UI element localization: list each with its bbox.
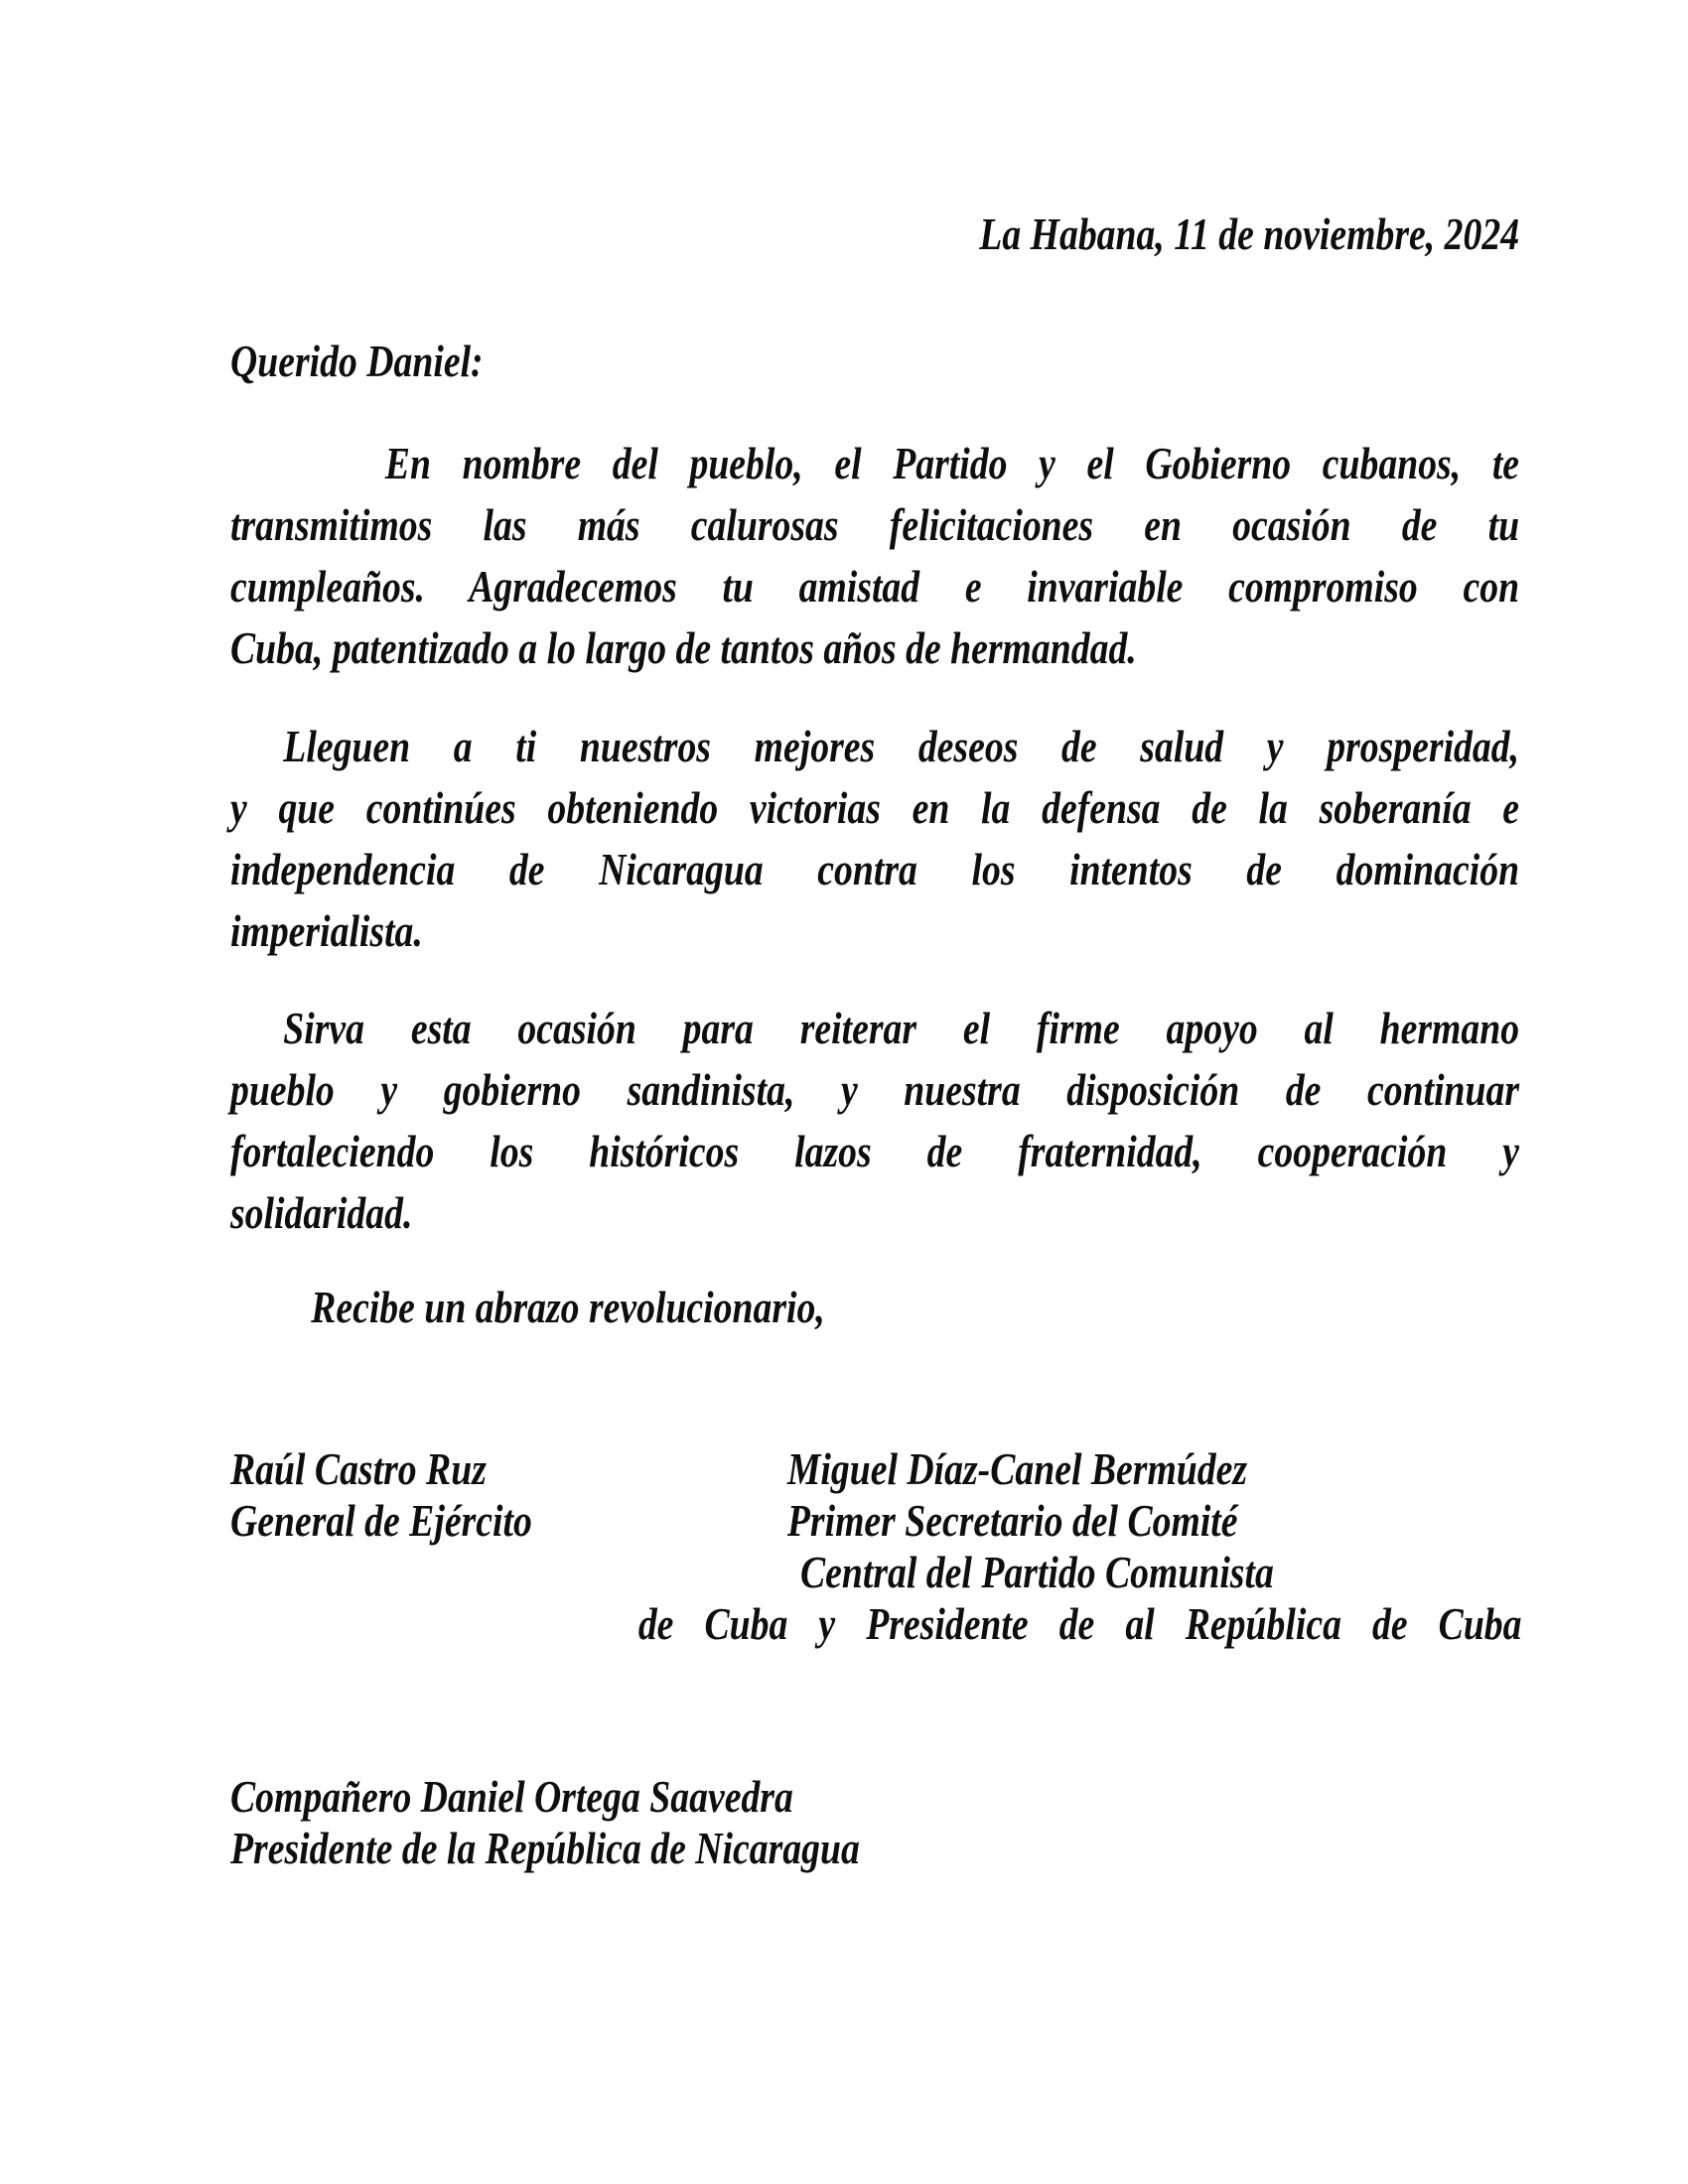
signature-line: Primer Secretario del Comité [786, 1495, 1238, 1546]
paragraph-line: pueblo y gobierno sandinista, y nuestra disposición de continuar [230, 1064, 1520, 1115]
letter-body [230, 433, 1519, 1244]
paragraph-line: fortaleciendo los históricos lazos de fraternidad, cooperación y [230, 1126, 1520, 1176]
signature-diaz-canel [638, 1443, 1522, 1650]
paragraph-line: En nombre del pueblo, el Partido y el Gobierno cubanos, te [384, 438, 1520, 488]
signature-block [230, 1443, 1522, 1650]
signature-line: General de Ejército [230, 1495, 532, 1546]
signature-line: Raúl Castro Ruz [230, 1443, 487, 1494]
paragraph-line: independencia de Nicaragua contra los intentos de dominación [230, 844, 1520, 894]
paragraph-line: Sirva esta ocasión para reiterar el firme apoyo al hermano [283, 1003, 1520, 1053]
paragraph-line: transmitimos las más calurosas felicitaciones en ocasión de tu [230, 499, 1520, 550]
addressee-line: Compañero Daniel Ortega Saavedra [230, 1771, 793, 1822]
paragraph-line: Cuba, patentizado a lo largo de tantos años de hermandad. [230, 622, 1137, 673]
paragraph-line: y que continúes obteniendo victorias en la defensa de la soberanía e [230, 782, 1520, 833]
paragraph-line: imperialista. [230, 905, 423, 956]
date-line: La Habana, 11 de noviembre, 2024 [979, 208, 1520, 259]
paragraph [230, 716, 1519, 962]
signature-raul-castro [230, 1443, 532, 1547]
paragraph-line: cumpleaños. Agradecemos tu amistad e invariable compromiso con [230, 561, 1520, 612]
signature-line: de Cuba y Presidente de al República de Cuba [637, 1598, 1522, 1649]
paragraph-line: Lleguen a ti nuestros mejores deseos de salud y prosperidad, [283, 721, 1520, 771]
paragraph [230, 998, 1519, 1244]
signature-line: Central del Partido Comunista [800, 1547, 1274, 1597]
closing-line: Recibe un abrazo revolucionario, [311, 1282, 825, 1332]
addressee-block [230, 1771, 1519, 1874]
paragraph [230, 433, 1519, 679]
salutation: Querido Daniel: [230, 336, 484, 386]
addressee-line: Presidente de la República de Nicaragua [230, 1823, 860, 1873]
signature-line: Miguel Díaz-Canel Bermúdez [786, 1443, 1248, 1494]
letter-content [230, 0, 1522, 1874]
paragraph-line: solidaridad. [230, 1187, 413, 1238]
